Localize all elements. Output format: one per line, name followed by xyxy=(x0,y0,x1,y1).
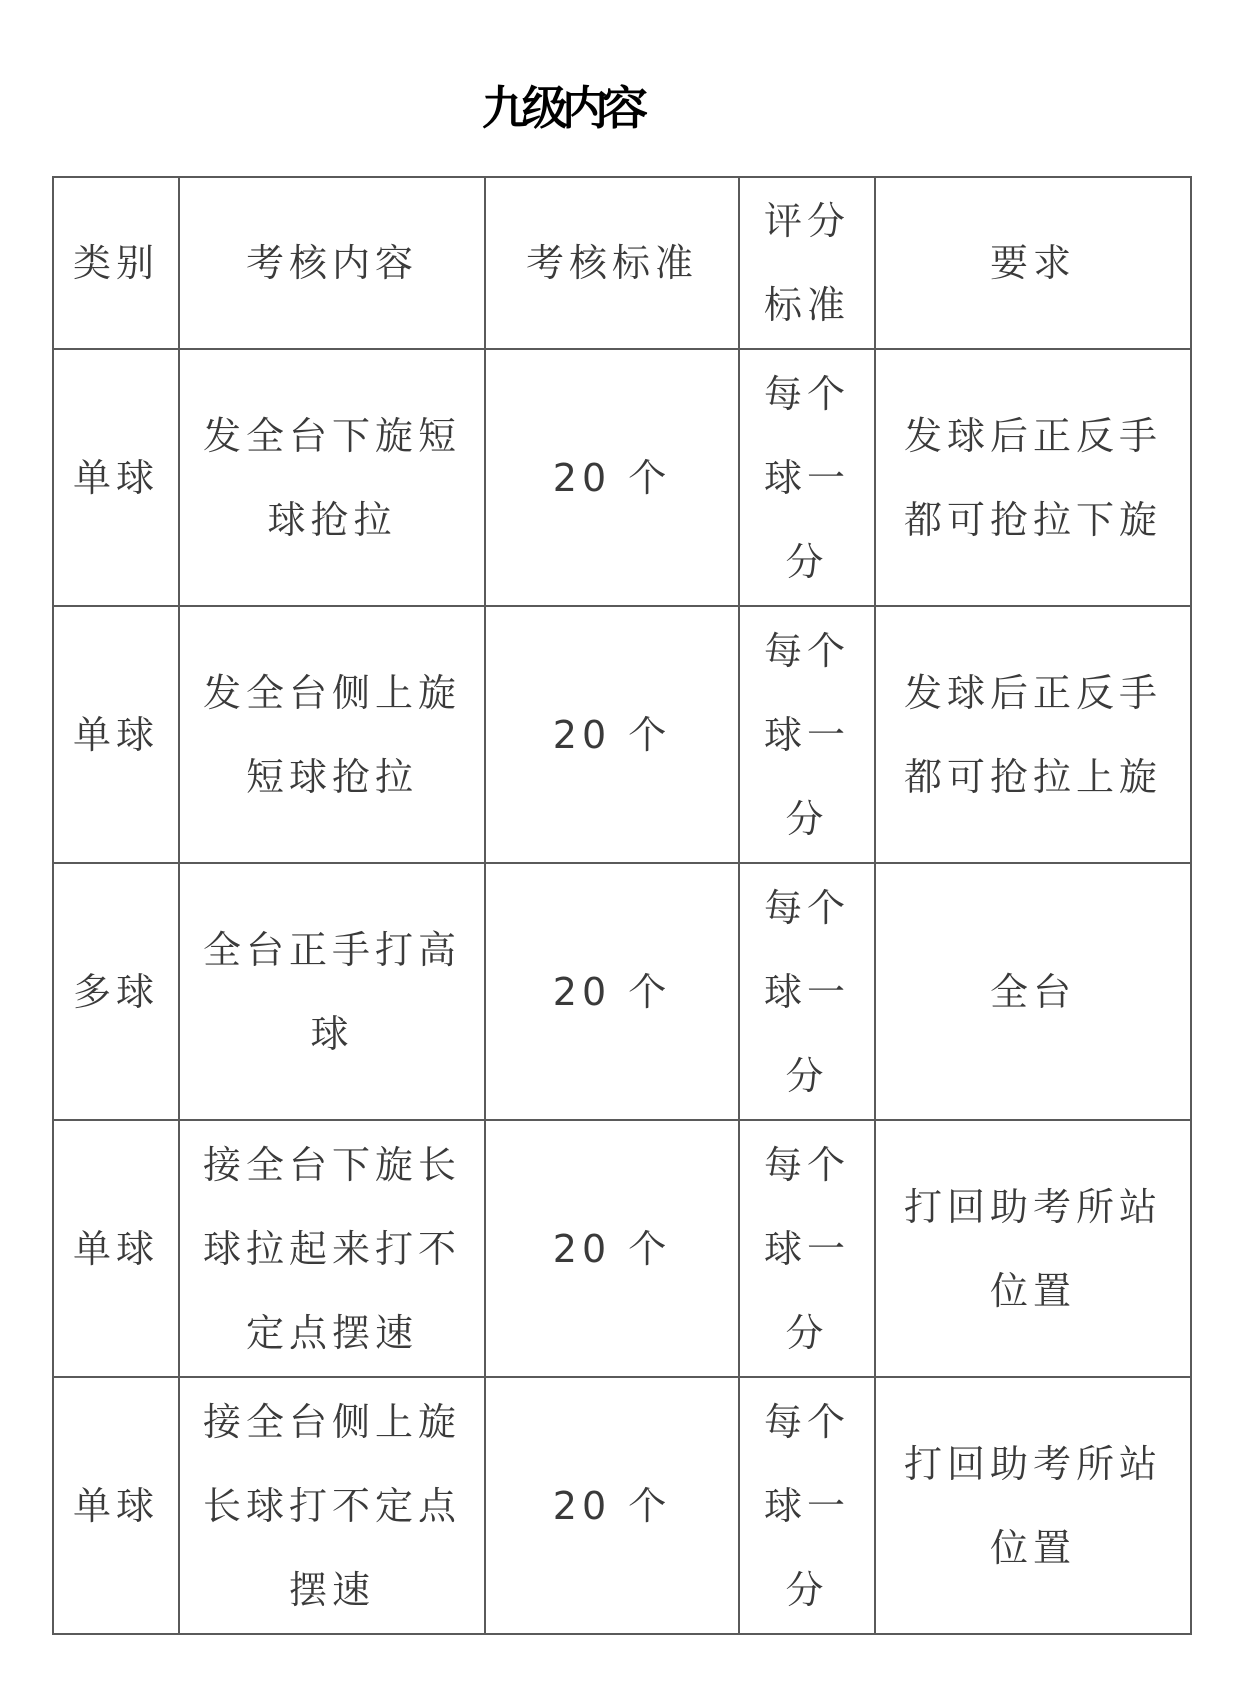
cell-requirement xyxy=(875,863,1191,1120)
requirement-text: 发球后正反手 都可抢拉下旋 xyxy=(903,413,1162,542)
content-text: 发全台下旋短 球抢拉 xyxy=(202,413,461,542)
page-title: 九级内容 xyxy=(482,81,642,135)
standard-text: 20 个 xyxy=(552,1226,672,1271)
score-text: 每个 球一 分 xyxy=(763,885,850,1098)
cell-requirement xyxy=(875,1377,1191,1634)
cell-standard xyxy=(485,606,739,863)
category-text: 单球 xyxy=(72,1483,159,1528)
header-content-label: 考核内容 xyxy=(245,241,418,285)
cell-standard xyxy=(485,863,739,1120)
standard-text: 20 个 xyxy=(552,1483,672,1528)
requirement-text: 发球后正反手 都可抢拉上旋 xyxy=(903,670,1162,799)
cell-standard xyxy=(485,1120,739,1377)
requirement-text: 打回助考所站 位置 xyxy=(903,1184,1162,1313)
header-score xyxy=(739,177,875,349)
table-row xyxy=(53,1377,1191,1634)
cell-score xyxy=(739,349,875,606)
header-category xyxy=(53,177,179,349)
category-text: 单球 xyxy=(72,1226,159,1271)
cell-content xyxy=(179,1120,485,1377)
cell-category xyxy=(53,349,179,606)
table-row xyxy=(53,863,1191,1120)
cell-score xyxy=(739,863,875,1120)
header-requirement-label: 要求 xyxy=(989,241,1076,285)
cell-requirement xyxy=(875,606,1191,863)
cell-score xyxy=(739,606,875,863)
table-row xyxy=(53,606,1191,863)
cell-standard xyxy=(485,1377,739,1634)
header-requirement xyxy=(875,177,1191,349)
header-content xyxy=(179,177,485,349)
standard-text: 20 个 xyxy=(552,969,672,1014)
requirement-text: 打回助考所站 位置 xyxy=(903,1441,1162,1570)
header-standard-label: 考核标准 xyxy=(525,241,698,285)
header-standard xyxy=(485,177,739,349)
table-row xyxy=(53,349,1191,606)
cell-category xyxy=(53,1377,179,1634)
score-text: 每个 球一 分 xyxy=(763,1142,850,1355)
standard-text: 20 个 xyxy=(552,455,672,500)
score-text: 每个 球一 分 xyxy=(763,1399,850,1612)
content-text: 接全台下旋长 球拉起来打不 定点摆速 xyxy=(202,1142,461,1355)
category-text: 多球 xyxy=(72,969,159,1014)
table-row xyxy=(53,1120,1191,1377)
table-header-row xyxy=(53,177,1191,349)
content-text: 发全台侧上旋 短球抢拉 xyxy=(202,670,461,799)
category-text: 单球 xyxy=(72,455,159,500)
cell-score xyxy=(739,1377,875,1634)
content-text: 接全台侧上旋 长球打不定点 摆速 xyxy=(202,1399,461,1612)
cell-content xyxy=(179,349,485,606)
cell-requirement xyxy=(875,1120,1191,1377)
cell-category xyxy=(53,863,179,1120)
cell-category xyxy=(53,606,179,863)
header-score-label: 评分 标准 xyxy=(763,199,850,327)
score-text: 每个 球一 分 xyxy=(763,628,850,841)
requirement-text: 全台 xyxy=(989,969,1076,1014)
standard-text: 20 个 xyxy=(552,712,672,757)
content-text: 全台正手打高 球 xyxy=(202,927,461,1056)
cell-content xyxy=(179,606,485,863)
cell-category xyxy=(53,1120,179,1377)
cell-content xyxy=(179,863,485,1120)
assessment-table xyxy=(52,176,1192,1635)
category-text: 单球 xyxy=(72,712,159,757)
score-text: 每个 球一 分 xyxy=(763,371,850,584)
cell-standard xyxy=(485,349,739,606)
header-category-label: 类别 xyxy=(72,241,159,285)
cell-requirement xyxy=(875,349,1191,606)
cell-content xyxy=(179,1377,485,1634)
cell-score xyxy=(739,1120,875,1377)
